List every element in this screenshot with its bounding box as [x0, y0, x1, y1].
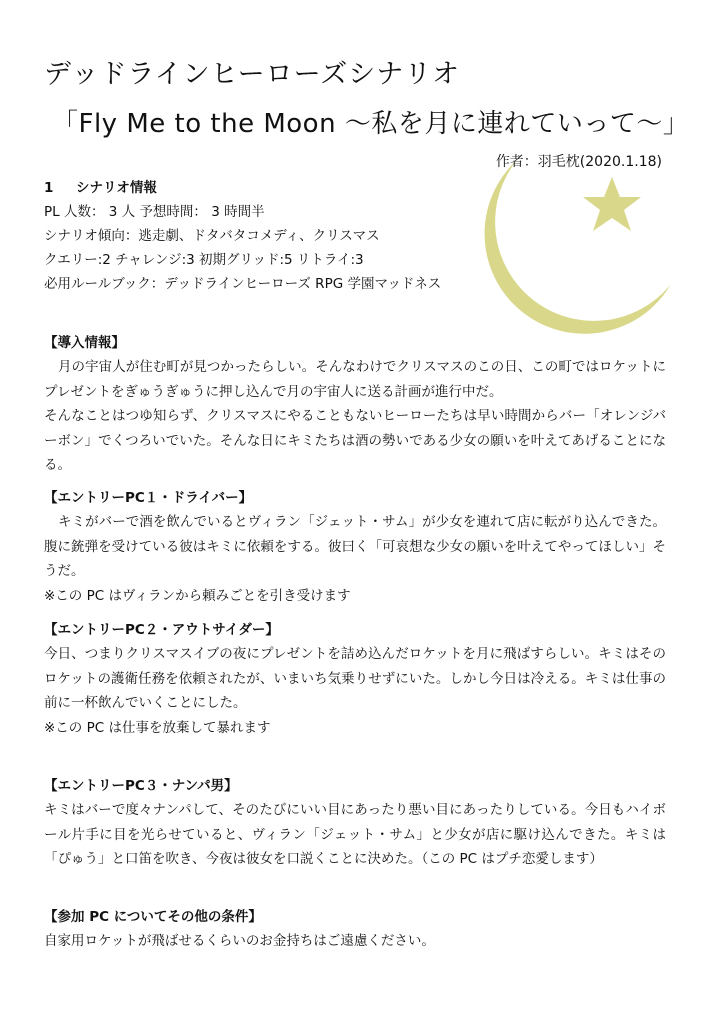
section-number: 1 [44, 180, 54, 196]
scenario-info-section [44, 176, 666, 296]
intro-paragraph-2: そんなことはつゆ知らず、クリスマスにやることもないヒーローたちは早い時間からバー「オレンジバーボン」でくつろいでいた。そんな日にキミたちは酒の勢いである少女の願いを叶えてあげることになる。 [44, 408, 666, 473]
entry2-paragraph: 今日、つまりクリスマスイブの夜にプレゼントを詰め込んだロケットを月に飛ばすらしい。キミはそのロケットの護衛任務を依頼されたが、いまいち気乗りせずにいた。しかし今日は冷える。キミは仕事の前に一杯飲んでいくことにした。 [44, 646, 666, 711]
conditions-heading: 【参加 PC についてその他の条件】 [44, 909, 262, 925]
entry2-heading: 【エントリーPC２・アウトサイダー】 [44, 622, 279, 638]
players-line: PL 人数： 3 人 予想時間： 3 時間半 [44, 204, 265, 220]
conditions-paragraph: 自家用ロケットが飛ばせるくらいのお金持ちはご遠慮ください。 [44, 933, 435, 949]
entry3-section [44, 774, 666, 872]
entry3-heading: 【エントリーPC３・ナンパ男】 [44, 778, 238, 794]
author-line: 作者：羽毛枕(2020.1.18) [495, 154, 662, 170]
entry2-section [44, 618, 666, 740]
entry3-paragraph: キミはバーで度々ナンパして、そのたびにいい目にあったり悪い目にあったりしている。今日もハイボール片手に目を光らせていると、ヴィラン「ジェット・サム」と少女が店に駆け込んできた。キミは「ぴゅう」と口笛を吹き、今夜は彼女を口説くことに決めた。（この PC はプチ恋愛します） [44, 802, 666, 867]
scenario-info-heading [44, 176, 666, 200]
entry2-note: ※この PC は仕事を放棄して暴れます [44, 719, 271, 736]
entry1-heading: 【エントリーPC１・ドライバー】 [44, 490, 253, 506]
rulebooks-line: 必用ルールブック：デッドラインヒーローズ RPG 学園マッドネス [44, 276, 442, 292]
conditions-section [44, 905, 666, 954]
params-line: クエリー:2 チャレンジ:3 初期グリッド:5 リトライ:3 [44, 252, 364, 268]
document-title: デッドラインヒーローズシナリオ [44, 59, 460, 90]
entry1-note: ※この PC はヴィランから頼みごとを引き受けます [44, 587, 351, 604]
tendency-line: シナリオ傾向：逃走劇、ドタバタコメディ、クリスマス [44, 228, 380, 244]
scenario-title: 「Fly Me to the Moon ～私を月に連れていって～」 [52, 109, 690, 139]
intro-heading: 【導入情報】 [44, 335, 125, 351]
intro-paragraph-1: 月の宇宙人が住む町が見つかったらしい。そんなわけでクリスマスのこの日、この町ではロケットにプレゼントをぎゅうぎゅうに押し込んで月の宇宙人に送る計画が進行中だ。 [44, 359, 666, 400]
section-heading: シナリオ情報 [76, 180, 157, 196]
intro-section [44, 331, 666, 478]
entry1-paragraph: キミがバーで酒を飲んでいるとヴィラン「ジェット・サム」が少女を連れて店に転がり込んできた。腹に銃弾を受けている彼はキミに依頼をする。彼曰く「可哀想な少女の願いを叶えてやってほしい」そうだ。 [44, 514, 666, 579]
entry1-section [44, 486, 666, 608]
